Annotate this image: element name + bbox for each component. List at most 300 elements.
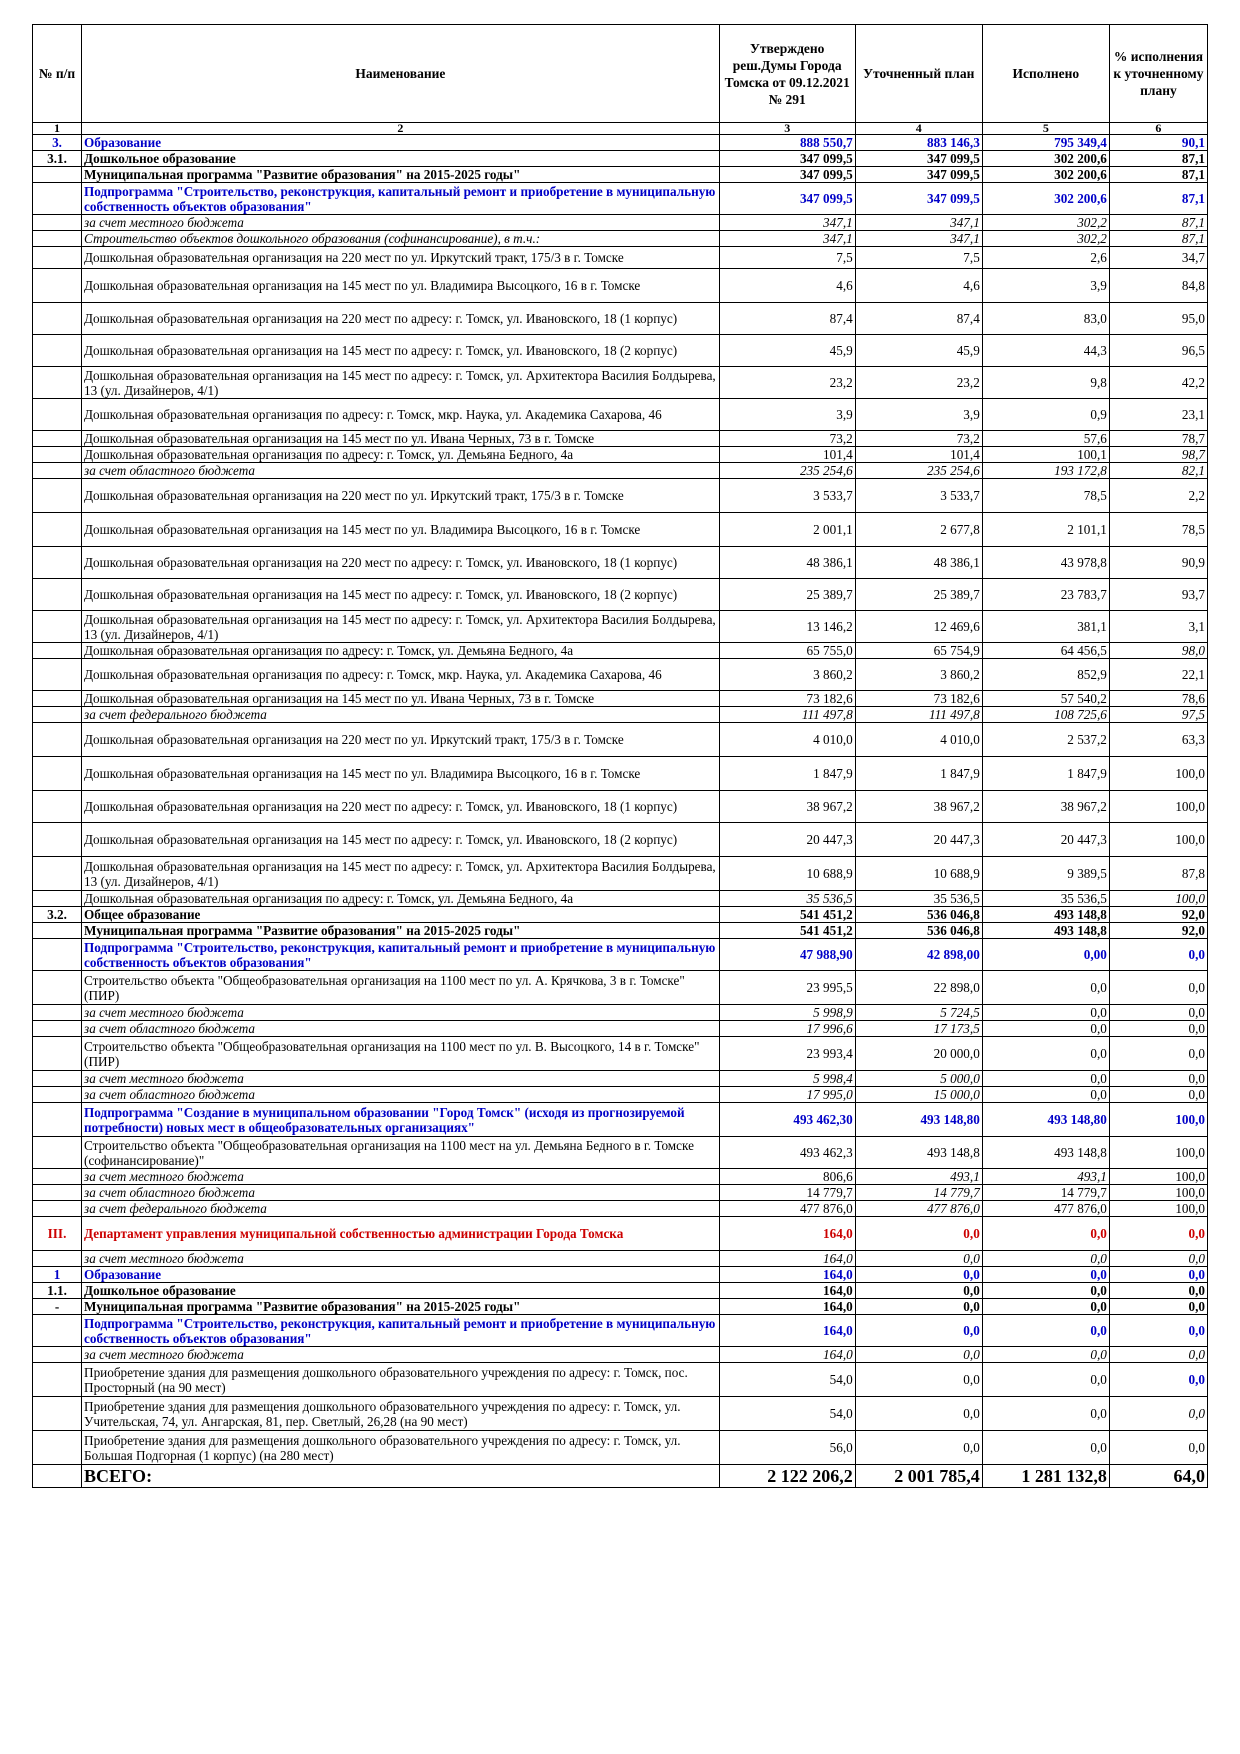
row-pct: 87,8 bbox=[1109, 857, 1207, 891]
row-pct: 100,0 bbox=[1109, 1201, 1207, 1217]
row-num bbox=[33, 1037, 82, 1071]
row-approved: 4 010,0 bbox=[719, 723, 855, 757]
row-done: 64 456,5 bbox=[982, 643, 1109, 659]
row-pct: 78,6 bbox=[1109, 691, 1207, 707]
row-num: - bbox=[33, 1299, 82, 1315]
total-done: 1 281 132,8 bbox=[982, 1465, 1109, 1488]
row-approved: 23 993,4 bbox=[719, 1037, 855, 1071]
row-done: 302 200,6 bbox=[982, 183, 1109, 215]
table-row bbox=[33, 1397, 1208, 1431]
row-done: 493 148,80 bbox=[982, 1103, 1109, 1137]
row-num bbox=[33, 167, 82, 183]
row-plan: 73,2 bbox=[855, 431, 982, 447]
row-num bbox=[33, 691, 82, 707]
col-number: 6 bbox=[1109, 123, 1207, 135]
table-row bbox=[33, 791, 1208, 823]
row-pct: 84,8 bbox=[1109, 269, 1207, 303]
row-num bbox=[33, 891, 82, 907]
row-plan: 25 389,7 bbox=[855, 579, 982, 611]
row-approved: 17 996,6 bbox=[719, 1021, 855, 1037]
row-pct: 0,0 bbox=[1109, 1299, 1207, 1315]
row-num bbox=[33, 431, 82, 447]
table-row bbox=[33, 1005, 1208, 1021]
row-done: 0,0 bbox=[982, 1267, 1109, 1283]
row-plan: 7,5 bbox=[855, 247, 982, 269]
row-num bbox=[33, 231, 82, 247]
row-approved: 164,0 bbox=[719, 1217, 855, 1251]
row-name: Строительство объекта "Общеобразовательная организация на 1100 мест по ул. В. Высоцкого, 14 в г. Томске" (ПИР) bbox=[82, 1037, 720, 1071]
row-name: Дошкольная образовательная организация на 220 мест по ул. Иркутский тракт, 175/3 в г. Томске bbox=[82, 723, 720, 757]
row-done: 302,2 bbox=[982, 231, 1109, 247]
row-approved: 1 847,9 bbox=[719, 757, 855, 791]
table-body bbox=[33, 135, 1208, 1465]
row-plan: 536 046,8 bbox=[855, 923, 982, 939]
table-row bbox=[33, 923, 1208, 939]
row-num bbox=[33, 1103, 82, 1137]
row-done: 0,0 bbox=[982, 1251, 1109, 1267]
row-pct: 0,0 bbox=[1109, 1283, 1207, 1299]
table-row bbox=[33, 1431, 1208, 1465]
table-row bbox=[33, 1267, 1208, 1283]
row-done: 493 148,8 bbox=[982, 907, 1109, 923]
row-approved: 54,0 bbox=[719, 1397, 855, 1431]
row-name: за счет местного бюджета bbox=[82, 1005, 720, 1021]
row-num bbox=[33, 791, 82, 823]
table-row bbox=[33, 1347, 1208, 1363]
table-row bbox=[33, 479, 1208, 513]
row-name: Дошкольное образование bbox=[82, 1283, 720, 1299]
row-approved: 888 550,7 bbox=[719, 135, 855, 151]
row-name: Дошкольная образовательная организация по адресу: г. Томск, ул. Демьяна Бедного, 4а bbox=[82, 891, 720, 907]
row-num bbox=[33, 971, 82, 1005]
row-done: 78,5 bbox=[982, 479, 1109, 513]
row-name: за счет областного бюджета bbox=[82, 1087, 720, 1103]
row-done: 0,0 bbox=[982, 1005, 1109, 1021]
row-pct: 100,0 bbox=[1109, 891, 1207, 907]
row-approved: 13 146,2 bbox=[719, 611, 855, 643]
row-pct: 0,0 bbox=[1109, 1431, 1207, 1465]
row-done: 0,0 bbox=[982, 971, 1109, 1005]
row-pct: 78,5 bbox=[1109, 513, 1207, 547]
table-row bbox=[33, 431, 1208, 447]
row-name: Подпрограмма "Строительство, реконструкция, капитальный ремонт и приобретение в муниципальную собственность объектов образования" bbox=[82, 1315, 720, 1347]
row-approved: 73 182,6 bbox=[719, 691, 855, 707]
row-plan: 493 148,8 bbox=[855, 1137, 982, 1169]
table-row bbox=[33, 1217, 1208, 1251]
table-row bbox=[33, 1037, 1208, 1071]
budget-table bbox=[32, 24, 1208, 1488]
row-done: 0,0 bbox=[982, 1397, 1109, 1431]
row-plan: 477 876,0 bbox=[855, 1201, 982, 1217]
row-pct: 87,1 bbox=[1109, 183, 1207, 215]
row-plan: 0,0 bbox=[855, 1251, 982, 1267]
table-row bbox=[33, 907, 1208, 923]
row-num bbox=[33, 579, 82, 611]
total-plan: 2 001 785,4 bbox=[855, 1465, 982, 1488]
row-plan: 111 497,8 bbox=[855, 707, 982, 723]
row-plan: 15 000,0 bbox=[855, 1087, 982, 1103]
row-num bbox=[33, 611, 82, 643]
row-done: 57,6 bbox=[982, 431, 1109, 447]
row-num bbox=[33, 367, 82, 399]
table-row bbox=[33, 1299, 1208, 1315]
row-plan: 0,0 bbox=[855, 1267, 982, 1283]
row-plan: 20 000,0 bbox=[855, 1037, 982, 1071]
row-plan: 12 469,6 bbox=[855, 611, 982, 643]
row-num bbox=[33, 723, 82, 757]
row-done: 302 200,6 bbox=[982, 151, 1109, 167]
row-plan: 3,9 bbox=[855, 399, 982, 431]
row-approved: 47 988,90 bbox=[719, 939, 855, 971]
row-name: Дошкольная образовательная организация на 145 мест по адресу: г. Томск, ул. Ивановского, 18 (2 корпус) bbox=[82, 823, 720, 857]
row-pct: 100,0 bbox=[1109, 823, 1207, 857]
row-pct: 2,2 bbox=[1109, 479, 1207, 513]
row-done: 0,0 bbox=[982, 1347, 1109, 1363]
row-done: 1 847,9 bbox=[982, 757, 1109, 791]
row-approved: 4,6 bbox=[719, 269, 855, 303]
row-num bbox=[33, 303, 82, 335]
row-plan: 347,1 bbox=[855, 215, 982, 231]
row-name: Муниципальная программа "Развитие образования" на 2015-2025 годы" bbox=[82, 923, 720, 939]
row-num bbox=[33, 643, 82, 659]
row-name: Подпрограмма "Строительство, реконструкция, капитальный ремонт и приобретение в муниципальную собственность объектов образования" bbox=[82, 183, 720, 215]
row-plan: 5 000,0 bbox=[855, 1071, 982, 1087]
row-num bbox=[33, 247, 82, 269]
row-name: Дошкольная образовательная организация по адресу: г. Томск, мкр. Наука, ул. Академика Сахарова, 46 bbox=[82, 399, 720, 431]
row-num bbox=[33, 707, 82, 723]
row-pct: 97,5 bbox=[1109, 707, 1207, 723]
row-pct: 0,0 bbox=[1109, 1251, 1207, 1267]
row-approved: 54,0 bbox=[719, 1363, 855, 1397]
table-row bbox=[33, 707, 1208, 723]
table-row bbox=[33, 1251, 1208, 1267]
row-done: 381,1 bbox=[982, 611, 1109, 643]
row-name: Дошкольная образовательная организация на 220 мест по адресу: г. Томск, ул. Ивановского, 18 (1 корпус) bbox=[82, 303, 720, 335]
row-name: за счет федерального бюджета bbox=[82, 1201, 720, 1217]
row-approved: 806,6 bbox=[719, 1169, 855, 1185]
row-plan: 0,0 bbox=[855, 1299, 982, 1315]
table-row bbox=[33, 447, 1208, 463]
row-name: Дошкольная образовательная организация по адресу: г. Томск, ул. Демьяна Бедного, 4а bbox=[82, 643, 720, 659]
table-row bbox=[33, 659, 1208, 691]
row-approved: 493 462,3 bbox=[719, 1137, 855, 1169]
row-name: Строительство объектов дошкольного образования (софинансирование), в т.ч.: bbox=[82, 231, 720, 247]
table-row bbox=[33, 1103, 1208, 1137]
row-pct: 0,0 bbox=[1109, 1397, 1207, 1431]
table-row bbox=[33, 1071, 1208, 1087]
row-pct: 78,7 bbox=[1109, 431, 1207, 447]
table-row bbox=[33, 1185, 1208, 1201]
row-name: Общее образование bbox=[82, 907, 720, 923]
row-plan: 0,0 bbox=[855, 1397, 982, 1431]
table-row bbox=[33, 303, 1208, 335]
row-approved: 3 533,7 bbox=[719, 479, 855, 513]
table-row bbox=[33, 1363, 1208, 1397]
row-approved: 235 254,6 bbox=[719, 463, 855, 479]
row-pct: 0,0 bbox=[1109, 1315, 1207, 1347]
header-plan: Уточненный план bbox=[855, 25, 982, 123]
row-num: 1 bbox=[33, 1267, 82, 1283]
row-done: 57 540,2 bbox=[982, 691, 1109, 707]
row-plan: 87,4 bbox=[855, 303, 982, 335]
row-pct: 0,0 bbox=[1109, 1071, 1207, 1087]
row-num bbox=[33, 1087, 82, 1103]
table-row bbox=[33, 1283, 1208, 1299]
row-plan: 0,0 bbox=[855, 1283, 982, 1299]
row-done: 35 536,5 bbox=[982, 891, 1109, 907]
row-plan: 4 010,0 bbox=[855, 723, 982, 757]
table-row bbox=[33, 611, 1208, 643]
row-pct: 0,0 bbox=[1109, 939, 1207, 971]
row-done: 493 148,8 bbox=[982, 923, 1109, 939]
row-pct: 0,0 bbox=[1109, 1037, 1207, 1071]
row-plan: 42 898,00 bbox=[855, 939, 982, 971]
row-plan: 536 046,8 bbox=[855, 907, 982, 923]
row-done: 43 978,8 bbox=[982, 547, 1109, 579]
row-plan: 0,0 bbox=[855, 1315, 982, 1347]
row-approved: 541 451,2 bbox=[719, 923, 855, 939]
row-pct: 0,0 bbox=[1109, 1267, 1207, 1283]
row-name: за счет областного бюджета bbox=[82, 1185, 720, 1201]
row-approved: 5 998,4 bbox=[719, 1071, 855, 1087]
row-name: Дошкольная образовательная организация по адресу: г. Томск, ул. Демьяна Бедного, 4а bbox=[82, 447, 720, 463]
row-approved: 17 995,0 bbox=[719, 1087, 855, 1103]
row-done: 2 537,2 bbox=[982, 723, 1109, 757]
table-row bbox=[33, 135, 1208, 151]
col-number: 5 bbox=[982, 123, 1109, 135]
row-pct: 0,0 bbox=[1109, 1021, 1207, 1037]
header-num: № п/п bbox=[33, 25, 82, 123]
row-done: 852,9 bbox=[982, 659, 1109, 691]
row-num: 3.2. bbox=[33, 907, 82, 923]
row-num bbox=[33, 269, 82, 303]
col-number: 4 bbox=[855, 123, 982, 135]
row-approved: 347 099,5 bbox=[719, 151, 855, 167]
row-plan: 0,0 bbox=[855, 1363, 982, 1397]
row-num: 3. bbox=[33, 135, 82, 151]
row-approved: 45,9 bbox=[719, 335, 855, 367]
row-name: Дошкольная образовательная организация на 145 мест по адресу: г. Томск, ул. Ивановского, 18 (2 корпус) bbox=[82, 579, 720, 611]
row-plan: 347 099,5 bbox=[855, 151, 982, 167]
row-name: Дошкольная образовательная организация на 220 мест по адресу: г. Томск, ул. Ивановского, 18 (1 корпус) bbox=[82, 547, 720, 579]
row-done: 0,9 bbox=[982, 399, 1109, 431]
row-done: 0,0 bbox=[982, 1315, 1109, 1347]
row-name: Дошкольная образовательная организация на 220 мест по ул. Иркутский тракт, 175/3 в г. Томске bbox=[82, 479, 720, 513]
row-num bbox=[33, 939, 82, 971]
table-row bbox=[33, 691, 1208, 707]
row-done: 2,6 bbox=[982, 247, 1109, 269]
row-approved: 164,0 bbox=[719, 1267, 855, 1283]
row-name: Дошкольная образовательная организация на 145 мест по ул. Владимира Высоцкого, 16 в г. Томске bbox=[82, 513, 720, 547]
col-number: 3 bbox=[719, 123, 855, 135]
row-approved: 7,5 bbox=[719, 247, 855, 269]
total-row bbox=[33, 1465, 1208, 1488]
row-plan: 493,1 bbox=[855, 1169, 982, 1185]
col-number: 1 bbox=[33, 123, 82, 135]
table-row bbox=[33, 1201, 1208, 1217]
row-plan: 347,1 bbox=[855, 231, 982, 247]
row-approved: 48 386,1 bbox=[719, 547, 855, 579]
table-row bbox=[33, 513, 1208, 547]
row-name: Дошкольная образовательная организация по адресу: г. Томск, мкр. Наука, ул. Академика Сахарова, 46 bbox=[82, 659, 720, 691]
row-name: Приобретение здания для размещения дошкольного образовательного учреждения по адресу: г. Томск, ул. Большая Подгорная (1 корпус) (на 280 мест) bbox=[82, 1431, 720, 1465]
row-done: 2 101,1 bbox=[982, 513, 1109, 547]
row-plan: 14 779,7 bbox=[855, 1185, 982, 1201]
row-pct: 0,0 bbox=[1109, 1363, 1207, 1397]
row-name: Образование bbox=[82, 1267, 720, 1283]
row-name: Подпрограмма "Создание в муниципальном образовании "Город Томск" (исходя из прогнозируемой потребности) новых мест в общеобразовательных организациях" bbox=[82, 1103, 720, 1137]
row-name: Дошкольная образовательная организация на 220 мест по ул. Иркутский тракт, 175/3 в г. Томске bbox=[82, 247, 720, 269]
total-label: ВСЕГО: bbox=[82, 1465, 720, 1488]
row-pct: 22,1 bbox=[1109, 659, 1207, 691]
table-row bbox=[33, 1087, 1208, 1103]
table-row bbox=[33, 757, 1208, 791]
row-done: 0,0 bbox=[982, 1363, 1109, 1397]
row-plan: 883 146,3 bbox=[855, 135, 982, 151]
row-name: Строительство объекта "Общеобразовательная организация на 1100 мест на ул. Демьяна Бедного в г. Томске (софинансирование)" bbox=[82, 1137, 720, 1169]
row-plan: 65 754,9 bbox=[855, 643, 982, 659]
row-done: 0,0 bbox=[982, 1021, 1109, 1037]
row-plan: 45,9 bbox=[855, 335, 982, 367]
table-row bbox=[33, 1315, 1208, 1347]
row-pct: 23,1 bbox=[1109, 399, 1207, 431]
row-approved: 111 497,8 bbox=[719, 707, 855, 723]
row-approved: 347 099,5 bbox=[719, 183, 855, 215]
row-num bbox=[33, 447, 82, 463]
col-number: 2 bbox=[82, 123, 720, 135]
row-num bbox=[33, 1201, 82, 1217]
row-pct: 0,0 bbox=[1109, 1217, 1207, 1251]
row-num bbox=[33, 757, 82, 791]
row-approved: 3 860,2 bbox=[719, 659, 855, 691]
row-num bbox=[33, 1251, 82, 1267]
row-done: 100,1 bbox=[982, 447, 1109, 463]
row-name: за счет местного бюджета bbox=[82, 1251, 720, 1267]
row-plan: 1 847,9 bbox=[855, 757, 982, 791]
row-plan: 347 099,5 bbox=[855, 183, 982, 215]
row-plan: 38 967,2 bbox=[855, 791, 982, 823]
table-row bbox=[33, 891, 1208, 907]
row-pct: 100,0 bbox=[1109, 791, 1207, 823]
row-num bbox=[33, 923, 82, 939]
table-row bbox=[33, 971, 1208, 1005]
row-approved: 347,1 bbox=[719, 231, 855, 247]
row-approved: 164,0 bbox=[719, 1347, 855, 1363]
row-pct: 0,0 bbox=[1109, 971, 1207, 1005]
row-done: 20 447,3 bbox=[982, 823, 1109, 857]
row-name: за счет федерального бюджета bbox=[82, 707, 720, 723]
row-approved: 10 688,9 bbox=[719, 857, 855, 891]
table-row bbox=[33, 367, 1208, 399]
row-done: 795 349,4 bbox=[982, 135, 1109, 151]
row-done: 0,0 bbox=[982, 1071, 1109, 1087]
row-num bbox=[33, 1005, 82, 1021]
row-plan: 17 173,5 bbox=[855, 1021, 982, 1037]
row-plan: 0,0 bbox=[855, 1347, 982, 1363]
table-row bbox=[33, 579, 1208, 611]
row-name: Дошкольная образовательная организация на 145 мест по ул. Владимира Высоцкого, 16 в г. Томске bbox=[82, 757, 720, 791]
row-approved: 347 099,5 bbox=[719, 167, 855, 183]
row-approved: 347,1 bbox=[719, 215, 855, 231]
row-pct: 93,7 bbox=[1109, 579, 1207, 611]
row-num bbox=[33, 1137, 82, 1169]
total-pct: 64,0 bbox=[1109, 1465, 1207, 1488]
row-name: Дошкольная образовательная организация на 145 мест по адресу: г. Томск, ул. Архитектора Василия Болдырева, 13 (ул. Дизайнеров, 4/1) bbox=[82, 611, 720, 643]
table-row bbox=[33, 857, 1208, 891]
row-approved: 25 389,7 bbox=[719, 579, 855, 611]
table-row bbox=[33, 269, 1208, 303]
row-num bbox=[33, 547, 82, 579]
row-name: за счет местного бюджета bbox=[82, 1347, 720, 1363]
row-num: 3.1. bbox=[33, 151, 82, 167]
row-pct: 87,1 bbox=[1109, 215, 1207, 231]
row-pct: 3,1 bbox=[1109, 611, 1207, 643]
row-pct: 100,0 bbox=[1109, 1185, 1207, 1201]
row-name: Дошкольная образовательная организация на 145 мест по адресу: г. Томск, ул. Архитектора Василия Болдырева, 13 (ул. Дизайнеров, 4/1) bbox=[82, 367, 720, 399]
row-approved: 164,0 bbox=[719, 1251, 855, 1267]
row-plan: 48 386,1 bbox=[855, 547, 982, 579]
row-name: за счет местного бюджета bbox=[82, 1169, 720, 1185]
row-done: 3,9 bbox=[982, 269, 1109, 303]
row-done: 23 783,7 bbox=[982, 579, 1109, 611]
row-approved: 164,0 bbox=[719, 1299, 855, 1315]
table-row bbox=[33, 231, 1208, 247]
table-row bbox=[33, 547, 1208, 579]
row-plan: 101,4 bbox=[855, 447, 982, 463]
row-pct: 0,0 bbox=[1109, 1087, 1207, 1103]
row-name: Департамент управления муниципальной собственностью администрации Города Томска bbox=[82, 1217, 720, 1251]
row-num bbox=[33, 513, 82, 547]
row-plan: 0,0 bbox=[855, 1431, 982, 1465]
row-done: 0,0 bbox=[982, 1087, 1109, 1103]
row-num bbox=[33, 857, 82, 891]
row-name: Дошкольная образовательная организация на 145 мест по ул. Ивана Черных, 73 в г. Томске bbox=[82, 431, 720, 447]
row-pct: 87,1 bbox=[1109, 231, 1207, 247]
table-row bbox=[33, 1137, 1208, 1169]
row-pct: 92,0 bbox=[1109, 907, 1207, 923]
row-plan: 20 447,3 bbox=[855, 823, 982, 857]
row-done: 9 389,5 bbox=[982, 857, 1109, 891]
row-num bbox=[33, 823, 82, 857]
row-done: 44,3 bbox=[982, 335, 1109, 367]
row-done: 0,0 bbox=[982, 1299, 1109, 1315]
row-approved: 65 755,0 bbox=[719, 643, 855, 659]
row-name: за счет областного бюджета bbox=[82, 1021, 720, 1037]
row-approved: 477 876,0 bbox=[719, 1201, 855, 1217]
table-row bbox=[33, 463, 1208, 479]
row-pct: 100,0 bbox=[1109, 1137, 1207, 1169]
row-num bbox=[33, 1021, 82, 1037]
row-approved: 87,4 bbox=[719, 303, 855, 335]
row-done: 0,0 bbox=[982, 1283, 1109, 1299]
row-done: 38 967,2 bbox=[982, 791, 1109, 823]
row-approved: 23 995,5 bbox=[719, 971, 855, 1005]
row-plan: 235 254,6 bbox=[855, 463, 982, 479]
row-num: III. bbox=[33, 1217, 82, 1251]
table-row bbox=[33, 723, 1208, 757]
table-row bbox=[33, 335, 1208, 367]
header-approved: Утверждено реш.Думы Города Томска от 09.12.2021 № 291 bbox=[719, 25, 855, 123]
row-approved: 35 536,5 bbox=[719, 891, 855, 907]
row-approved: 38 967,2 bbox=[719, 791, 855, 823]
row-approved: 541 451,2 bbox=[719, 907, 855, 923]
header-pct: % исполнения к уточненному плану bbox=[1109, 25, 1207, 123]
total-num bbox=[33, 1465, 82, 1488]
row-num bbox=[33, 215, 82, 231]
row-done: 493,1 bbox=[982, 1169, 1109, 1185]
row-num bbox=[33, 1071, 82, 1087]
row-num bbox=[33, 1185, 82, 1201]
